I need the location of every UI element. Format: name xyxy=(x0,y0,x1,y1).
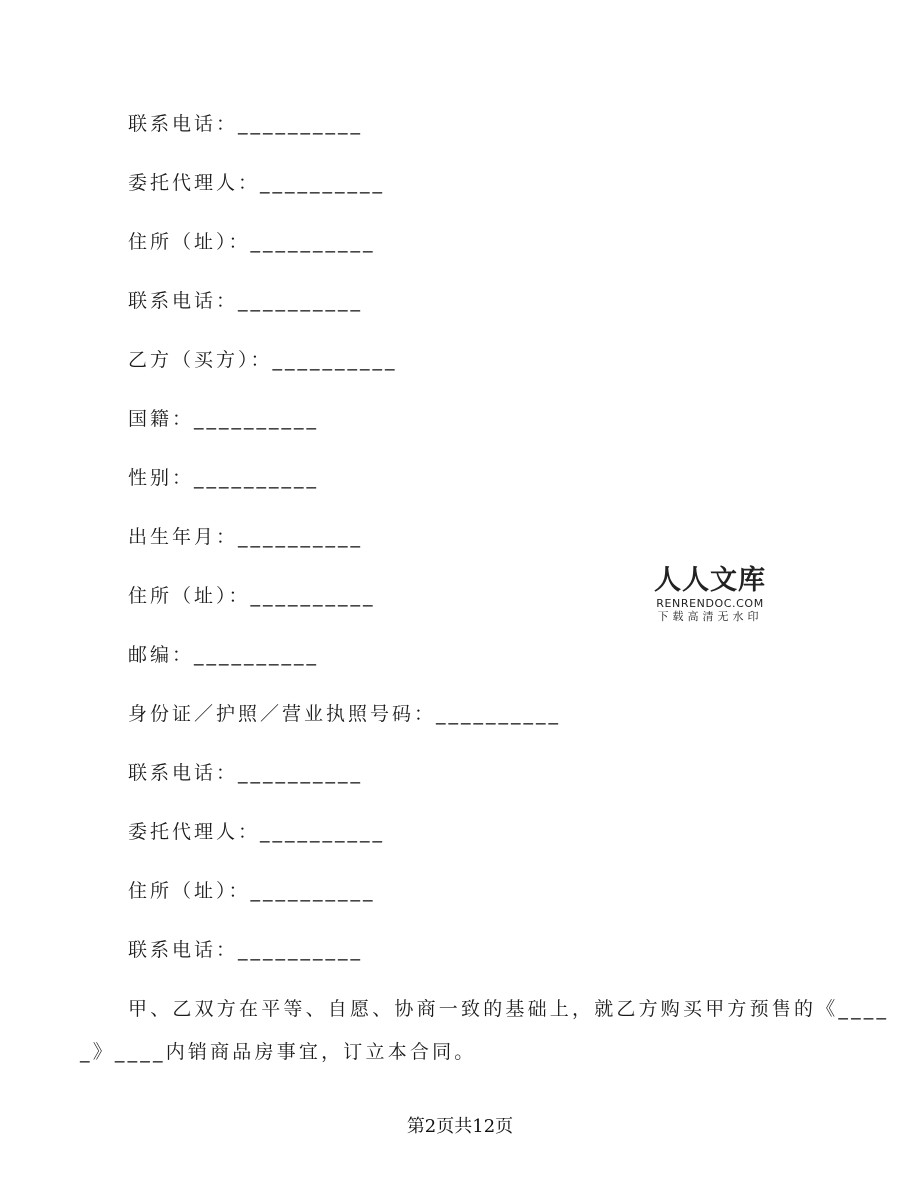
field-contact-phone: 联系电话：__________ xyxy=(128,290,364,312)
field-address: 住所（址）：__________ xyxy=(128,585,376,607)
field-gender: 性别：__________ xyxy=(128,467,320,489)
watermark-subtitle: 下载高清无水印 xyxy=(657,610,763,623)
field-contact-phone: 联系电话：__________ xyxy=(128,113,364,135)
contract-paragraph-line-2: _》____内销商品房事宜，订立本合同。 xyxy=(80,1041,477,1063)
field-agent: 委托代理人：__________ xyxy=(128,172,386,194)
watermark-logo xyxy=(648,566,772,624)
watermark-title: 人人文库 xyxy=(654,565,766,596)
page-number: 第2页共12页 xyxy=(406,1116,514,1137)
field-id-number: 身份证／护照／营业执照号码：__________ xyxy=(128,703,562,725)
field-contact-phone: 联系电话：__________ xyxy=(128,762,364,784)
field-nationality: 国籍：__________ xyxy=(128,408,320,430)
field-address: 住所（址）：__________ xyxy=(128,231,376,253)
contract-paragraph-line-1: 甲、乙双方在平等、自愿、协商一致的基础上，就乙方购买甲方预售的《____ xyxy=(128,998,890,1020)
field-address: 住所（址）：__________ xyxy=(128,880,376,902)
field-agent: 委托代理人：__________ xyxy=(128,821,386,843)
field-contact-phone: 联系电话：__________ xyxy=(128,939,364,961)
field-birth-date: 出生年月：__________ xyxy=(128,526,364,548)
watermark-url: RENRENDOC.COM xyxy=(656,597,764,610)
field-party-b: 乙方（买方）：__________ xyxy=(128,349,398,371)
field-postcode: 邮编：__________ xyxy=(128,644,320,666)
